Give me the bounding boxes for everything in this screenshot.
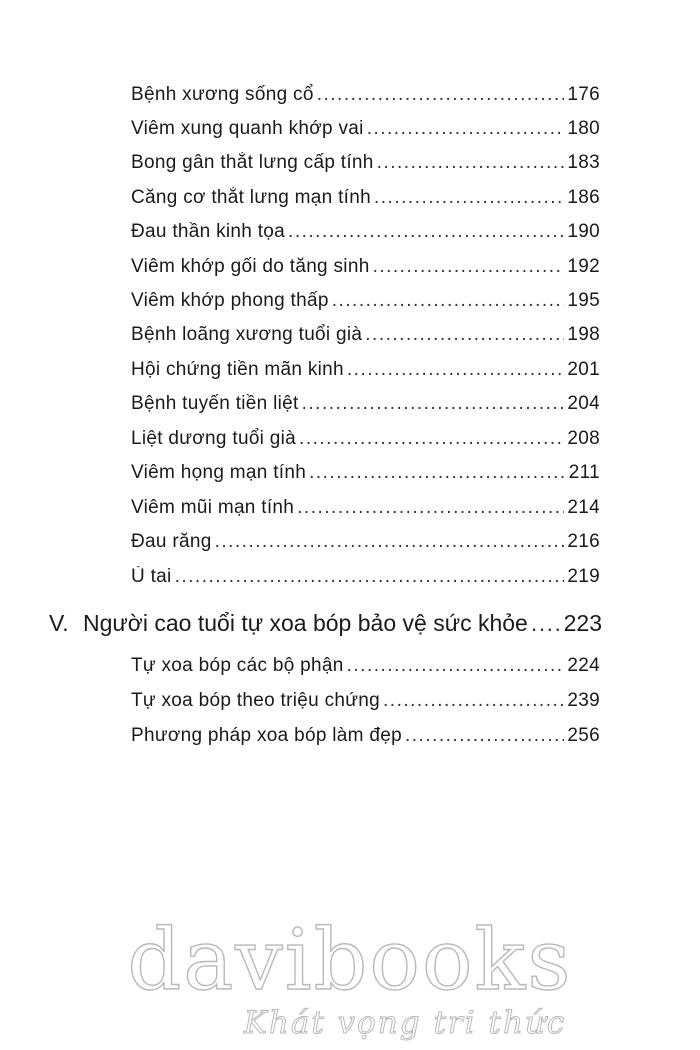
dot-leader <box>288 221 564 243</box>
toc-entry <box>131 428 600 450</box>
entry-title: Bong gân thắt lưng cấp tính <box>131 152 374 173</box>
entry-title: Viêm khớp phong thấp <box>131 290 329 311</box>
toc-entry <box>131 497 600 519</box>
dot-leader <box>302 393 565 415</box>
entry-page: 216 <box>567 531 600 552</box>
toc-entry <box>131 221 600 243</box>
entry-title: Viêm xung quanh khớp vai <box>131 118 364 139</box>
entry-title: Căng cơ thắt lưng mạn tính <box>131 187 371 208</box>
dot-leader <box>377 152 565 174</box>
toc-section <box>49 610 602 637</box>
dot-leader <box>309 462 566 484</box>
dot-leader <box>215 531 565 553</box>
toc-entry <box>131 655 600 677</box>
dot-leader <box>374 187 564 209</box>
dot-leader <box>317 84 565 106</box>
entry-page: 183 <box>567 152 600 173</box>
entry-page: 239 <box>567 690 600 711</box>
entry-title: Bệnh tuyến tiền liệt <box>131 393 299 414</box>
toc-entry <box>131 359 600 381</box>
toc-entry <box>131 256 600 278</box>
entry-title: Đau răng <box>131 531 212 552</box>
entry-title: Bệnh loãng xương tuổi già <box>131 324 363 345</box>
dot-leader <box>365 324 564 346</box>
watermark-brand: davibooks <box>127 911 573 1009</box>
dot-leader <box>405 725 564 747</box>
toc-entry <box>131 690 600 712</box>
dot-leader <box>383 690 564 712</box>
toc-entry <box>131 725 600 747</box>
toc-entry <box>131 118 600 140</box>
entry-page: 201 <box>567 359 600 380</box>
dot-leader <box>297 497 564 519</box>
toc-entry <box>131 531 600 553</box>
dot-leader <box>332 290 565 312</box>
entry-title: Hội chứng tiền mãn kinh <box>131 359 344 380</box>
entry-title: Viêm mũi mạn tính <box>131 497 295 518</box>
dot-leader <box>367 118 565 140</box>
entry-page: 219 <box>567 566 600 587</box>
entry-title: Viêm họng mạn tính <box>131 462 307 483</box>
toc-entry <box>131 393 600 415</box>
dot-leader <box>299 428 564 450</box>
entry-page: 186 <box>567 187 600 208</box>
toc-entry <box>131 152 600 174</box>
toc-entry <box>131 462 600 484</box>
dot-leader <box>347 655 565 677</box>
dot-leader <box>373 256 565 278</box>
entry-page: 256 <box>567 725 600 746</box>
entry-title: Tự xoa bóp theo triệu chứng <box>131 690 381 711</box>
dot-leader <box>347 359 564 381</box>
entry-page: 180 <box>567 118 600 139</box>
toc-entry <box>131 324 600 346</box>
section-number: V. <box>49 610 69 636</box>
entry-title: Bệnh xương sống cổ <box>131 84 314 105</box>
entry-page: 195 <box>567 290 600 311</box>
entry-title: Đau thần kinh tọa <box>131 221 286 242</box>
entry-page: 198 <box>567 324 600 345</box>
entry-page: 176 <box>567 84 600 105</box>
toc-entry <box>131 290 600 312</box>
entry-title: Tự xoa bóp các bộ phận <box>131 655 344 676</box>
dot-leader <box>175 566 565 588</box>
entry-page: 214 <box>567 497 600 518</box>
entry-title: Ù tai <box>131 566 172 587</box>
toc-entry <box>131 84 600 106</box>
watermark-slogan: Khát vọng tri thức <box>243 1005 567 1041</box>
entry-page: 192 <box>567 256 600 277</box>
entry-title: Phương pháp xoa bóp làm đẹp <box>131 725 402 746</box>
toc-entry <box>131 566 600 588</box>
entry-page: 204 <box>567 393 600 414</box>
dot-leader <box>531 610 561 637</box>
entry-page: 211 <box>568 462 600 483</box>
section-title: Người cao tuổi tự xoa bóp bảo vệ sức khỏe <box>83 610 528 636</box>
entry-page: 208 <box>567 428 600 449</box>
section-page: 223 <box>563 610 602 636</box>
entry-title: Liệt dương tuổi già <box>131 428 297 449</box>
entry-page: 224 <box>567 655 600 676</box>
toc-entry <box>131 187 600 209</box>
entry-title: Viêm khớp gối do tăng sinh <box>131 256 370 277</box>
entry-page: 190 <box>567 221 600 242</box>
